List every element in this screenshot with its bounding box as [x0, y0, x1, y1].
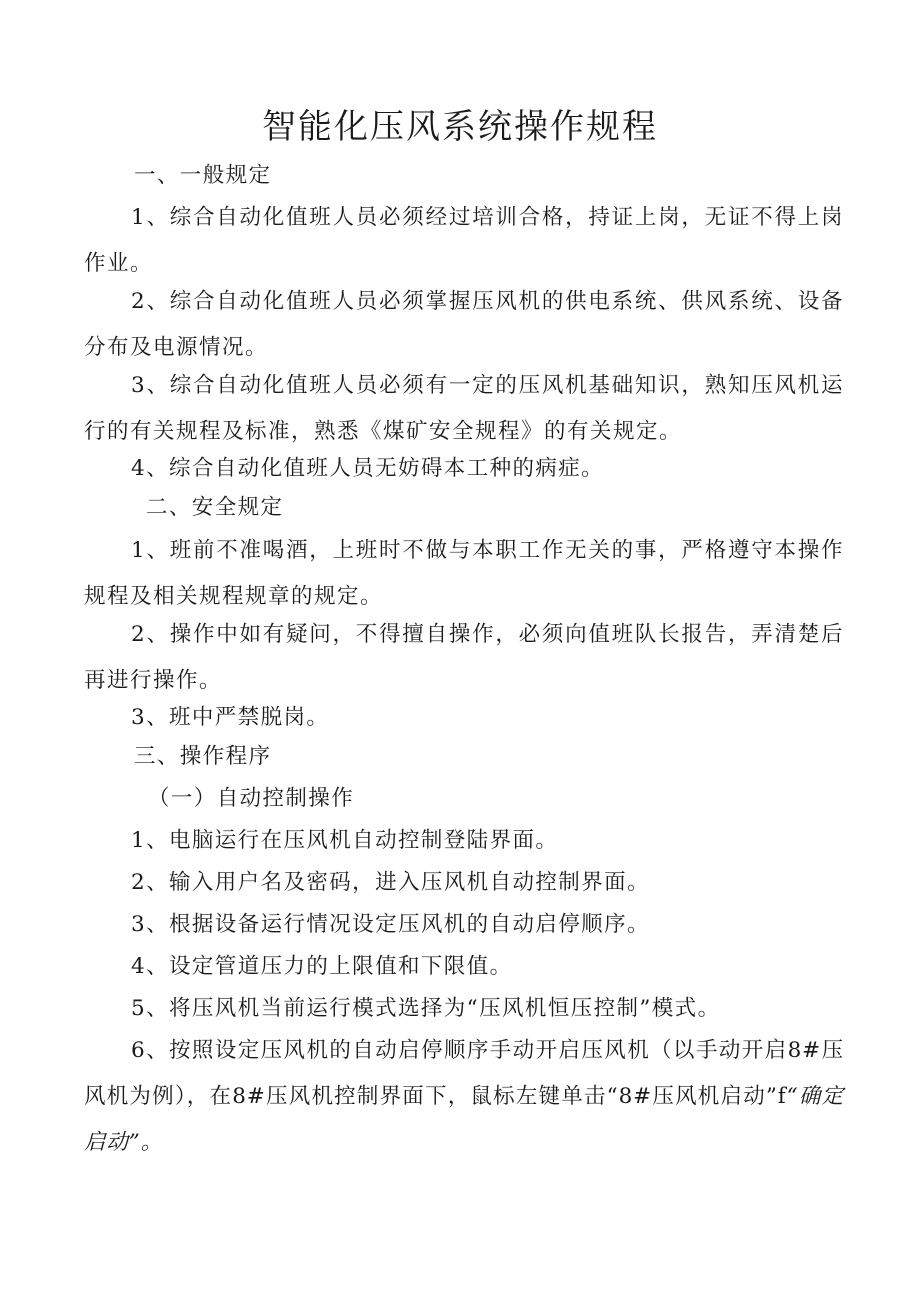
subsection-heading-auto-control: （一）自动控制操作: [148, 786, 355, 811]
paragraph-item: 2、综合自动化值班人员必须掌握压风机的供电系统、供风系统、设备分布及电源情况。: [84, 289, 844, 360]
paragraph-item: 2、操作中如有疑问，不得擅自操作，必须向值班队长报告，弄清楚后再进行操作。: [84, 622, 844, 693]
paragraph-item: 3、班中严禁脱岗。: [131, 705, 330, 730]
paragraph-text: 6、按照设定压风机的自动启停顺序手动开启压风机（以手动开启8#压风机为例），在8#压风机控制界面下，鼠标左键单击“8#压风机启动”f: [84, 1038, 844, 1109]
document-title: 智能化压风系统操作规程: [262, 107, 658, 147]
paragraph-item: 5、将压风机当前运行模式选择为“压风机恒压控制”模式。: [131, 996, 721, 1021]
paragraph-item: 4、综合自动化值班人员无妨碍本工种的病症。: [131, 456, 605, 481]
section-heading-safety: 二、安全规定: [146, 495, 284, 520]
section-heading-general: 一、一般规定: [134, 163, 272, 188]
paragraph-item: 1、电脑运行在压风机自动控制登陆界面。: [131, 828, 559, 853]
section-heading-procedure: 三、操作程序: [134, 744, 272, 769]
paragraph-item: 1、班前不准喝酒，上班时不做与本职工作无关的事，严格遵守本操作规程及相关规程规章的规定。: [84, 538, 844, 609]
paragraph-item: 3、综合自动化值班人员必须有一定的压风机基础知识，熟知压风机运行的有关规程及标准，熟悉《煤矿安全规程》的有关规定。: [84, 373, 844, 444]
paragraph-item: 2、输入用户名及密码，进入压风机自动控制界面。: [131, 870, 650, 895]
paragraph-item: 4、设定管道压力的上限值和下限值。: [131, 954, 513, 979]
paragraph-item: [84, 1028, 844, 1166]
paragraph-item: 1、综合自动化值班人员必须经过培训合格，持证上岗，无证不得上岗作业。: [84, 205, 844, 276]
italic-text: “确定启动”。: [84, 1084, 844, 1155]
paragraph-item: 3、根据设备运行情况设定压风机的自动启停顺序。: [131, 912, 650, 937]
